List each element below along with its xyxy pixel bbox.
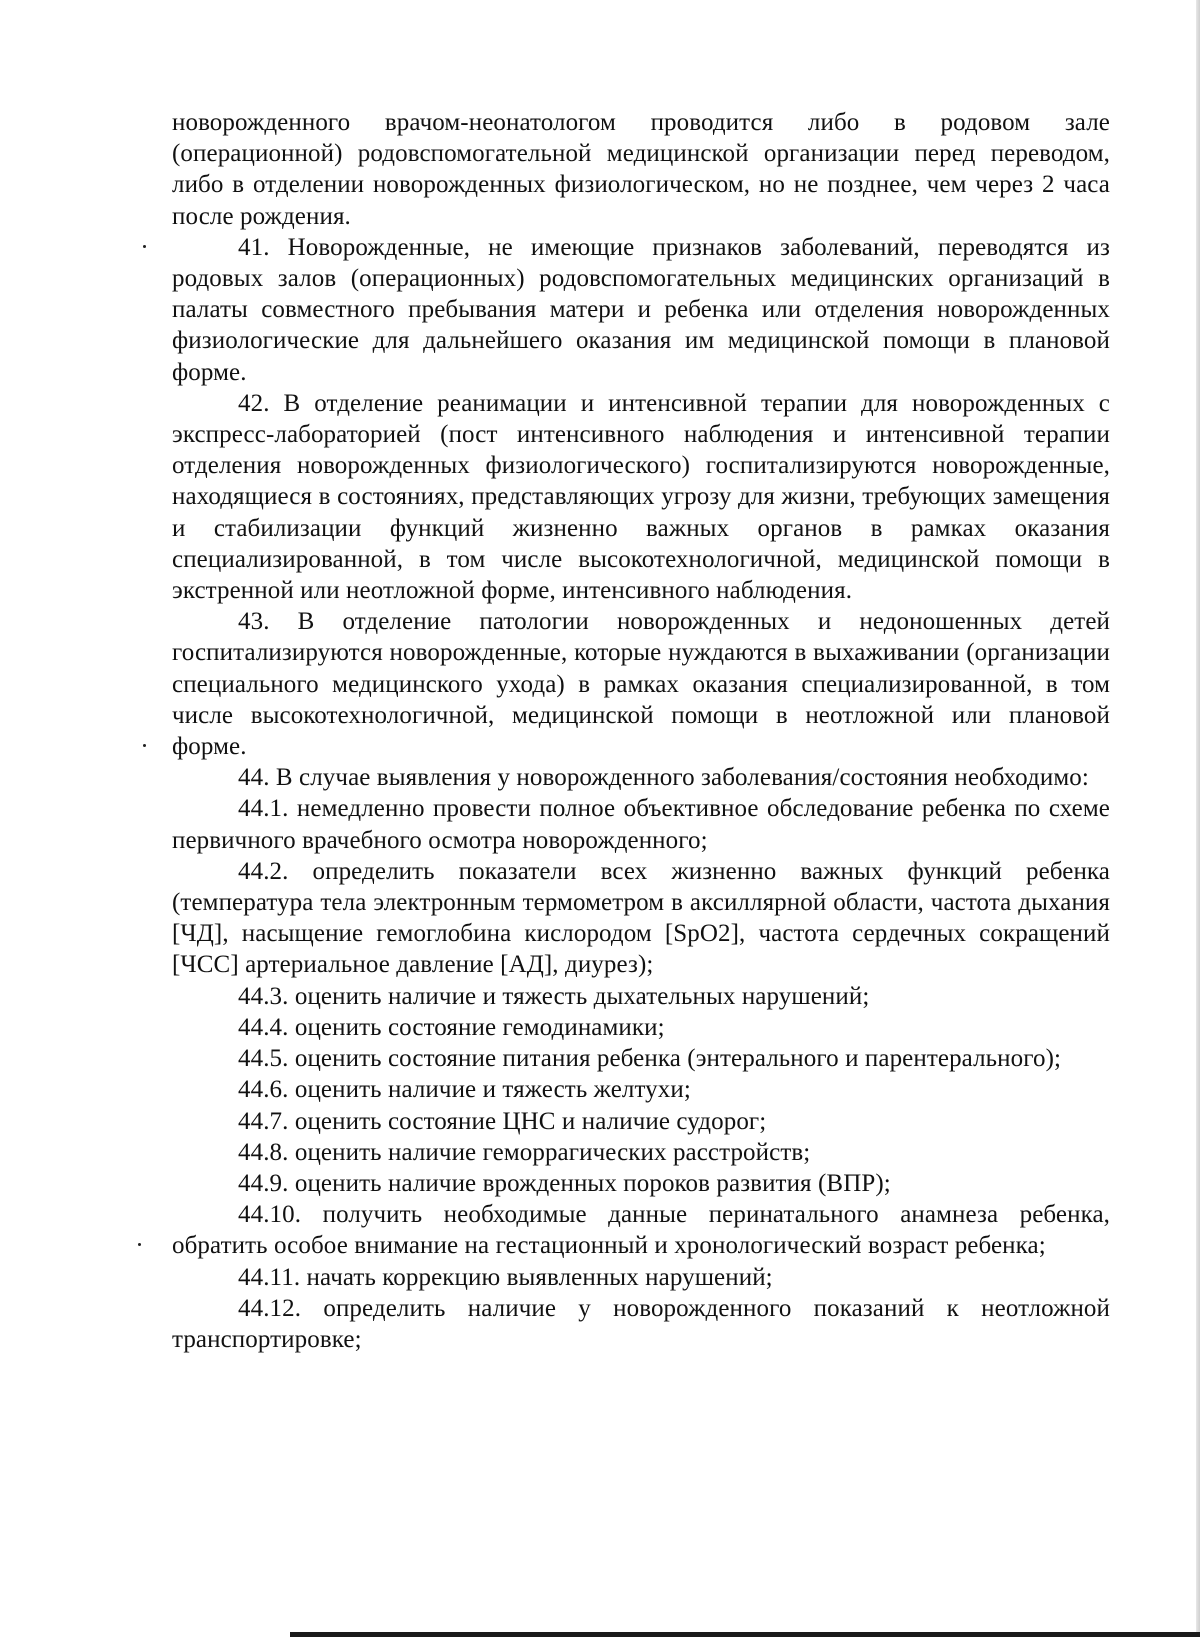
paragraph-44-3: 44.3. оценить наличие и тяжесть дыхательных нарушений;: [238, 982, 870, 1010]
scan-edge-bottom: [290, 1632, 1200, 1637]
scan-edge-right: [1196, 0, 1200, 1637]
paragraph-44-9: 44.9. оценить наличие врожденных пороков развития (ВПР);: [238, 1169, 891, 1197]
paragraph-44-11: 44.11. начать коррекцию выявленных нарушений;: [238, 1263, 773, 1291]
paragraph-44-6: 44.6. оценить наличие и тяжесть желтухи;: [238, 1076, 691, 1104]
paragraph-44-10: 44.10. получить необходимые данные перинатального анамнеза ребенка, обратить особое внимание на гестационный и хронологический возраст ребенка;: [172, 1201, 1110, 1260]
paragraph-44-5: 44.5. оценить состояние питания ребенка (энтерального и парентерального);: [238, 1045, 1062, 1073]
scan-speck: [143, 744, 146, 747]
paragraph-44-4: 44.4. оценить состояние гемодинамики;: [238, 1013, 665, 1041]
scan-speck: [138, 1243, 141, 1246]
scan-speck: [143, 245, 146, 248]
paragraph-42: 42. В отделение реанимации и интенсивной терапии для новорожденных с экспресс-лабораторией (пост интенсивного наблюдения и интенсивной терапии отделения новорожденных физиологического) госпитализируются новорожденные, находящиеся в состояниях, представляющих угрозу для жизни, требующих замещения и стабилизации функций жизненно важных органов в рамках оказания специализированной, в том числе высокотехнологичной, медицинской помощи в экстренной или неотложной форме, интенсивного наблюдения.: [172, 389, 1110, 605]
paragraph-44-1: 44.1. немедленно провести полное объективное обследование ребенка по схеме первичного врачебного осмотра новорожденного;: [172, 795, 1110, 854]
paragraph-continuation: новорожденного врачом-неонатологом проводится либо в родовом зале (операционной) родовспомогательной медицинской организации перед переводом, либо в отделении новорожденных физиологическом, но не позднее, чем через 2 часа после рождения.: [172, 109, 1110, 230]
paragraph-44-7: 44.7. оценить состояние ЦНС и наличие судорог;: [238, 1107, 767, 1135]
paragraph-41: 41. Новорожденные, не имеющие признаков заболеваний, переводятся из родовых залов (операционных) родовспомогательных медицинских организаций в палаты совместного пребывания матери и ребенка или отделения новорожденных физиологические для дальнейшего оказания им медицинской помощи в плановой форме.: [172, 233, 1110, 386]
paragraph-44-2: 44.2. определить показатели всех жизненно важных функций ребенка (температура тела электронным термометром в аксиллярной области, частота дыхания [ЧД], насыщение гемоглобина кислородом [SpO2], частота сердечных сокращений [ЧСС] артериальное давление [АД], диурез);: [172, 857, 1110, 979]
paragraph-44: 44. В случае выявления у новорожденного заболевания/состояния необходимо:: [238, 764, 1089, 792]
paragraph-44-8: 44.8. оценить наличие геморрагических расстройств;: [238, 1138, 811, 1166]
paragraph-43: 43. В отделение патологии новорожденных и недоношенных детей госпитализируются новорожденные, которые нуждаются в выхаживании (организации специального медицинского ухода) в рамках оказания специализированной, в том числе высокотехнологичной, медицинской помощи в неотложной или плановой форме.: [172, 608, 1110, 761]
document-body: [172, 107, 1110, 1355]
paragraph-44-12: 44.12. определить наличие у новорожденного показаний к неотложной транспортировке;: [172, 1294, 1110, 1353]
